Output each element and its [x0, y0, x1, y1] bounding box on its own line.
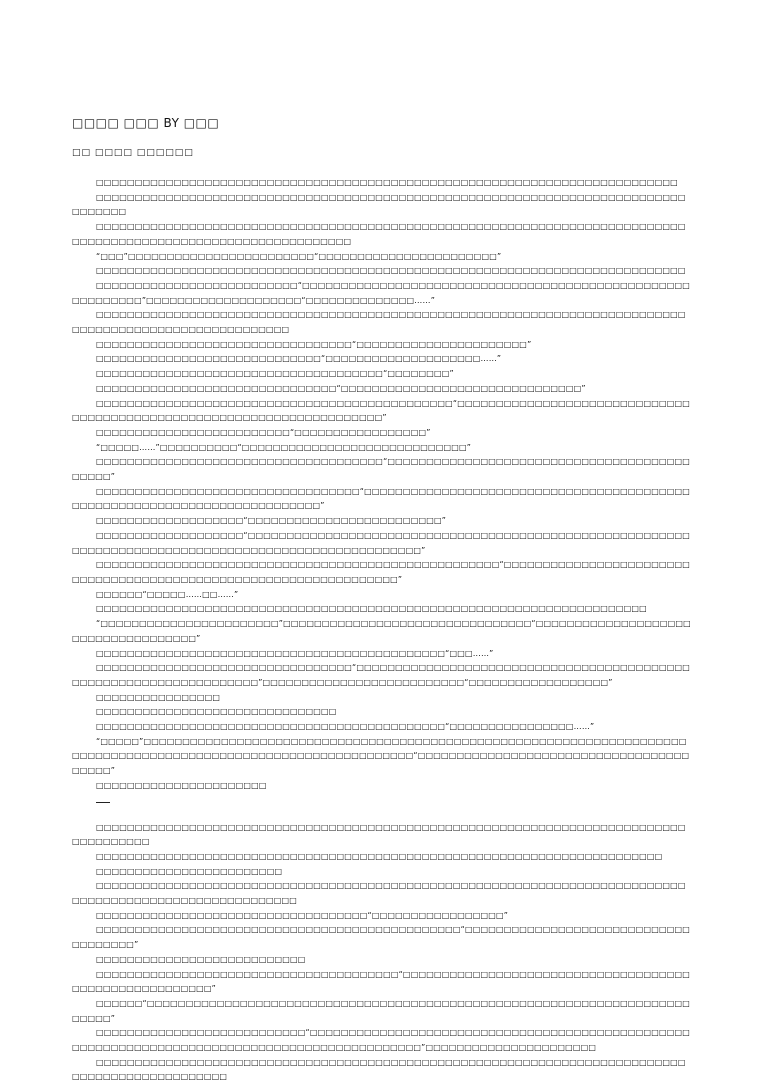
paragraph: □□□□□□□□□□□□□□□□□□□□□□□□□□□□□□□□□□□□□□□□□□□□□□□□□□□□□□□□□□□□□□□□□□□□□□□□□□□□□□□□□□□□□□□□□□□□□□□□	[72, 1057, 686, 1082]
paragraph: “□□□”□□□□□□□□□□□□□□□□□□□□□□□□“□□□□□□□□□□□□□□□□□□□□□□□”	[96, 251, 502, 261]
paragraph: □□□□□□□□□□□□□□□□□□□□□□□□□□□	[96, 954, 306, 964]
paragraph: □□□□□□□□□□□□□□□□□□□□□□□□□□□□□□□□□□□□□“□□□□□□□□”	[96, 369, 454, 379]
paragraph: □□□□□□□□□□□□□□□□□□□□□□□□□□□□□□□□□□□□□□□□□□□□□□□□□□□□□□□□□□□□□□□□□□□□□□□□□□□	[96, 178, 678, 187]
paragraph: □□□□□□□□□□□□□□□□□□□□□□□□□□□□□□□□□□□□□□□□□□□□□□□□□□□□“□□□□□□□□□□□□□□□□□□□□□□□□□□□□□□□□□□□□□□□□□□□□□□□□□□□□□□□□□□□□□□□□□□”	[72, 560, 690, 584]
paragraph: □□□□□□□□□□□□□□□□□□□“□□□□□□□□□□□□□□□□□□□□□□□□□□□□□□□□□□□□□□□□□□□□□□□□□□□□□□□□□□□□□□□□□□□□□□□□□□□□□□□□□□□□□□□□□□□□□□□□□□□□□□”	[72, 530, 690, 555]
paragraph: □□□□□□“□□□□□□□□□□□□□□□□□□□□□□□□□□□□□□□□□□□□□□□□□□□□□□□□□□□□□□□□□□□□□□□□□□□□□□□□□□□”	[72, 998, 690, 1023]
paragraph: □□□□□□□□□□□□□□□□□□□□□□□□□□□□□□□□□□□□□□□□□□□□□□□□□□□□□□□□□□□□□□□□□□□□□□□	[96, 604, 647, 614]
paragraph: □□□□□□□□□□□□□□□□□□□□□□□□□□□□□□□□□□□□□□□□□□□□□□□□□□□□□□□□□□□□□□□□□□□□□□□□□□□□□□□□□□□□□□□□□□□□□□□□□□□□□□□□□	[72, 881, 686, 906]
paragraph: □□□□□□□□□□□□□□□□□□□□□□□□□□□□□□□□□□□□□□□“□□□□□□□□□□□□□□□□□□□□□□□□□□□□□□□□□□□□□□□□□□□□□□□□□□□□□□□”	[72, 969, 690, 994]
paragraph: □□□□□□□□□□□□□□□□□□□□□□□□□□□□□□□□□□□□□□□□□□□□□“□□□……”	[96, 648, 494, 658]
paragraph: □□□□□□□□□□□□□□□□□□□□□□□□□□□□□□□□□“□□□□□□□□□□□□□□□□□□□□□□□□□□□□□□□□□□□□□□□□□□□□□□□□□□□□□□□□□□□□□□□□□□□”□□□□□□□□□□□□□□□□□□□□□□□□□□“□□□□□□□□□□□□□□□□□□”	[72, 663, 690, 687]
paragraph: □□□□□□□□□□□□□□□□□□□□□□□□□□□□□□□□□□□□□□□□□□□□□□“□□□□□□□□□□□□□□□□□□□□□□□□□□□□□□□□□□□□□□□□□□□□□□□□□□□□□□□□□□□□□□□□□□□□□□”	[72, 398, 690, 423]
paragraph: □□□□□□□□□□□□□□□□□□□“□□□□□□□□□□□□□□□□□□□□□□□□□”	[96, 516, 447, 526]
paragraph: □□□□□□□□□□□□□□□□□□□□□□□□□□□□□“□□□□□□□□□□□□□□□□□□□□……”	[96, 354, 502, 364]
paragraph: □□□□□□□□□□□□□□□□□□□□□□□□□□□□□□□□□□□□□□□□□□□□□□□“□□□□□□□□□□□□□□□□□□□□□□□□□□□□□□□□□□□□□”	[72, 925, 690, 950]
document-meta: □□ □□□□ □□□□□□	[72, 148, 194, 158]
paragraph: □□□□□□“□□□□□……□□……”	[96, 589, 239, 599]
paragraph: □□□□□□□□□□□□□□□□□□□□□□□□□□□□□□□□□□“□□□□□□□□□□□□□□□□□□□□□□□□□□□□□□□□□□□□□□□□□□□□□□□□□□□□□□□□□□□□□□□□□□□□□□□□□□”	[72, 486, 690, 511]
body-part-1	[72, 176, 692, 794]
paragraph: □□□□□□□□□□□□□□□□□□□□□□□□□□□□□□□□□□□□□□□□□□□□□□□□□□□□□□□□□□□□□□□□□□□□□□□□□	[96, 851, 663, 861]
paragraph: □□□□□□□□□□□□□□□□	[96, 692, 221, 702]
paragraph: □□□□□□□□□□□□□□□□□□□□□□□□□□□□□□□□□□□□□□□□□□□□□□□□□□□□□□□□□□□□□□□□□□□□□□□□□□□□□□□□□□□	[72, 192, 686, 217]
paragraph: □□□□□□□□□□□□□□□□□□□□□□□□□□□□□□□	[96, 707, 337, 717]
section-separator	[96, 802, 110, 809]
paragraph: □□□□□□□□□□□□□□□□□□□□□□□□□□□□□□□□□□□□□□□□□□□□□□□□□□□□□□□□□□□□□□□□□□□□□□□□□□□□□□□□□□□□□□	[72, 822, 686, 847]
paragraph: □□□□□□□□□□□□□□□□□□□□□□□□□□□□□□□□□□□□□□□□□□□□□□□□□□□□□□□□□□□□□□□□□□□□□□□□□□□□□□□□□□□□□□□□□□□□□□□□□□□□□□□□	[72, 310, 686, 335]
paragraph: “□□□□□”□□□□□□□□□□□□□□□□□□□□□□□□□□□□□□□□□□□□□□□□□□□□□□□□□□□□□□□□□□□□□□□□□□□□□□□□□□□□□□□□□□□□□□□□□□□□□□□□□□□□□□□□□□□□□□□□□□“□□□□□□□□□□□□□□□□□□□□□□□□□□□□□□□□□□□□□□□□”	[72, 736, 690, 776]
paragraph: □□□□□□□□□□□□□□□□□□□□□□□□□“□□□□□□□□□□□□□□□□□”	[96, 427, 431, 437]
body-part-2	[72, 821, 692, 1085]
paragraph: □□□□□□□□□□□□□□□□□□□□□□□□□□□□□□□□□□□□□“□□□□□□□□□□□□□□□□□□□□□□□□□□□□□□□□□□□□□□□□□□□□”	[72, 457, 690, 482]
paragraph: □□□□□□□□□□□□□□□□□□□□□□□□□□“□□□□□□□□□□□□□□□□□□□□□□□□□□□□□□□□□□□□□□□□□□□□□□□□□□□□□□□□□□□”□□□□□□□□□□□□□□□□□□□□“□□□□□□□□□□□□□□……”	[72, 280, 690, 305]
document-body	[72, 176, 692, 1085]
paragraph: □□□□□□□□□□□□□□□□□□□□□□□□□□□“□□□□□□□□□□□□□□□□□□□□□□□□□□□□□□□□□□□□□□□□□□□□□□□□□□□□□□□□□□□□□□□□□□□□□□□□□□□□□□□□□□□□□□□□□□□□□□”□□□□□□□□□□□□□□□□□□□□□□	[72, 1028, 690, 1053]
paragraph: □□□□□□□□□□□□□□□□□□□□□□□□□□□□□□□□□□□□□□□□□□□□□□□□□□□□□□□□□□□□□□□□□□□□□□□□□□□□□□□□□□□□□□□□□□□□□□□□□□□□□□□□□□□□□□□□	[72, 222, 686, 246]
paragraph: □□□□□□□□□□□□□□□□□□□□□□	[96, 780, 267, 790]
paragraph: □□□□□□□□□□□□□□□□□□□□□□□□	[96, 866, 283, 876]
paragraph: “□□□□□□□□□□□□□□□□□□□□□□□”□□□□□□□□□□□□□□□□□□□□□□□□□□□□□□□□“□□□□□□□□□□□□□□□□□□□□□□□□□□□□□□□□□□□□”	[72, 619, 691, 643]
document-title: □□□□ □□□ BY □□□	[72, 116, 220, 130]
paragraph: □□□□□□□□□□□□□□□□□□□□□□□□□□□□□□□□□□□□□□□□□□□□□“□□□□□□□□□□□□□□□□……”	[96, 722, 595, 732]
paragraph: □□□□□□□□□□□□□□□□□□□□□□□□□□□□□□□□□□□“□□□□□□□□□□□□□□□□□”	[96, 910, 509, 920]
paragraph: □□□□□□□□□□□□□□□□□□□□□□□□□□□□□□□“□□□□□□□□□□□□□□□□□□□□□□□□□□□□□□□”	[96, 383, 586, 393]
paragraph: “□□□□□……”□□□□□□□□□□“□□□□□□□□□□□□□□□□□□□□□□□□□□□□□”	[96, 442, 472, 452]
paragraph: □□□□□□□□□□□□□□□□□□□□□□□□□□□□□□□□□“□□□□□□□□□□□□□□□□□□□□□□”	[96, 339, 532, 349]
paragraph: □□□□□□□□□□□□□□□□□□□□□□□□□□□□□□□□□□□□□□□□□□□□□□□□□□□□□□□□□□□□□□□□□□□□□□□□□□□□	[96, 266, 686, 276]
